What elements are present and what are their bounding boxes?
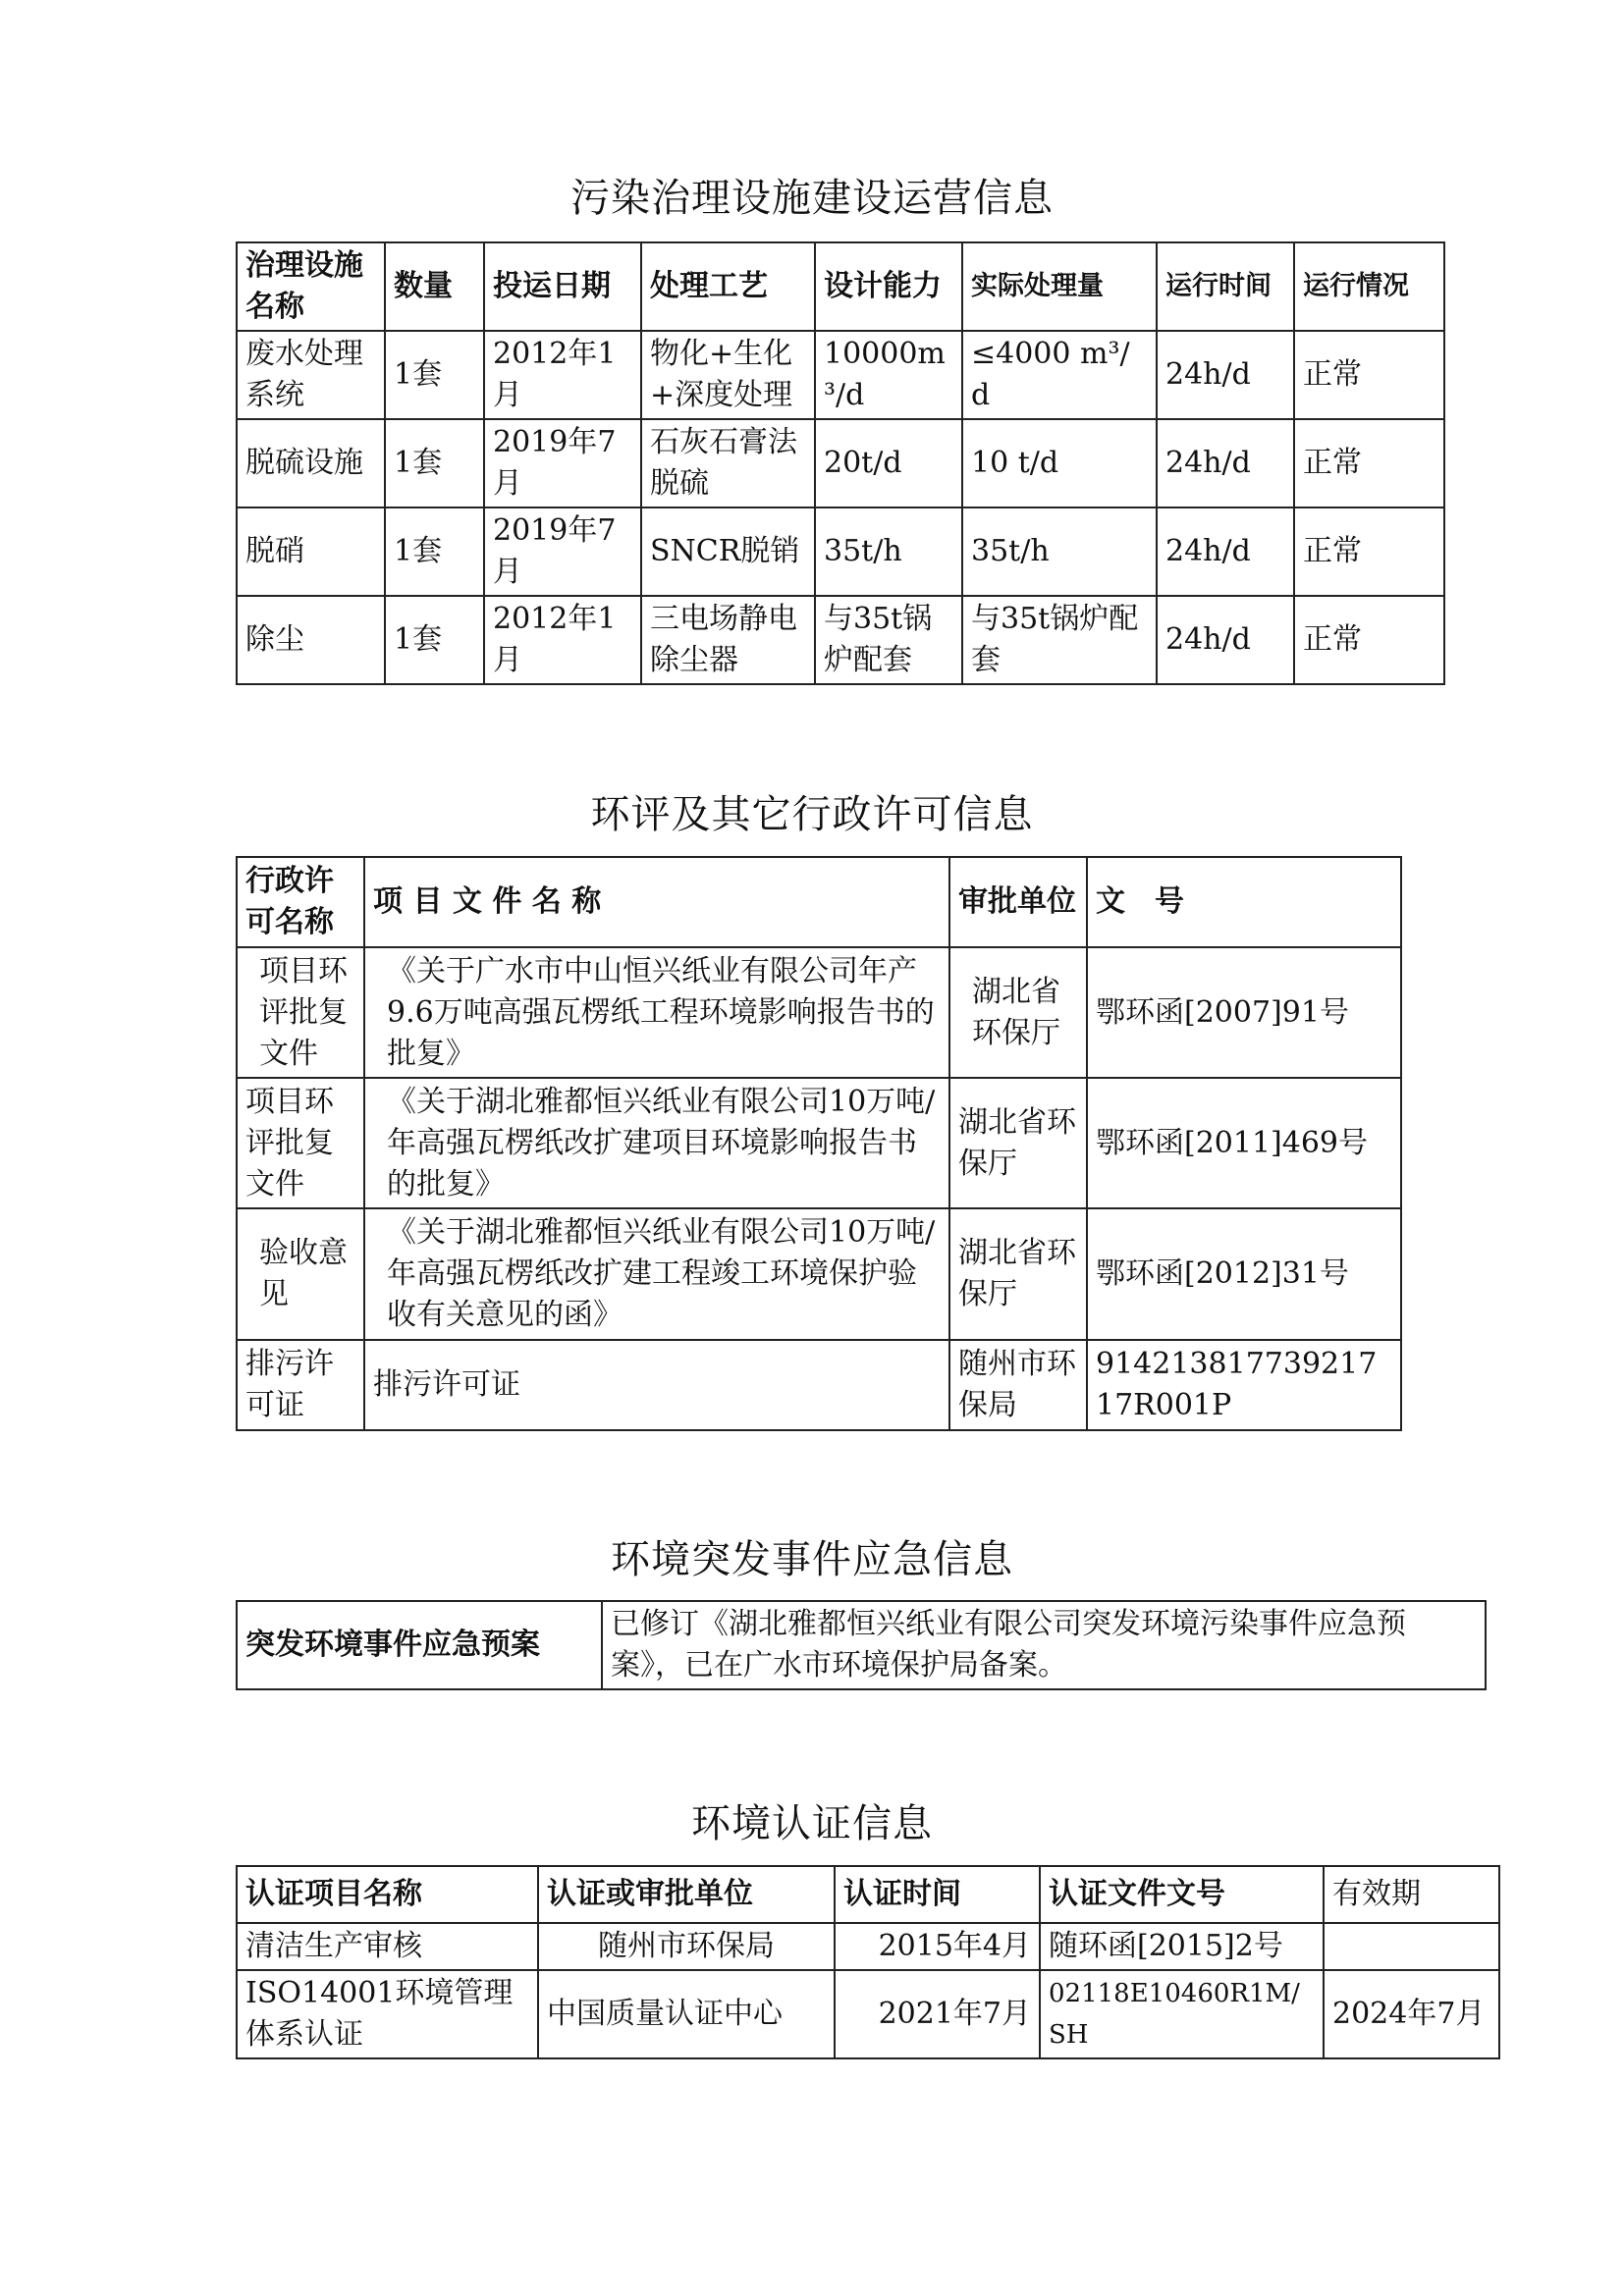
date-cell: 2012年1月 — [484, 331, 641, 419]
runtime-cell: 24h/d — [1157, 419, 1294, 507]
section3-title: 环境突发事件应急信息 — [611, 1537, 1013, 1582]
document-number-cell: 鄂环函[2011]469号 — [1087, 1078, 1401, 1208]
certification-name-cell: ISO14001环境管理体系认证 — [237, 1970, 538, 2058]
facility-name-cell: 脱硝 — [237, 507, 385, 596]
header-cell: 审批单位 — [949, 857, 1087, 947]
header-cell: 有效期 — [1324, 1866, 1499, 1923]
certification-time-cell: 2021年7月 — [835, 1970, 1040, 2058]
validity-cell: 2024年7月 — [1324, 1970, 1499, 2058]
facility-name-cell: 脱硫设施 — [237, 419, 385, 507]
runtime-cell: 24h/d — [1157, 331, 1294, 419]
actual-volume-cell: 与35t锅炉配套 — [962, 596, 1157, 684]
facility-name-cell: 除尘 — [237, 596, 385, 684]
process-cell: 三电场静电除尘器 — [641, 596, 815, 684]
runtime-cell: 24h/d — [1157, 596, 1294, 684]
header-cell: 治理设施名称 — [237, 242, 385, 331]
date-cell: 2019年7月 — [484, 419, 641, 507]
facility-name-cell: 废水处理系统 — [237, 331, 385, 419]
table-row — [237, 1078, 1401, 1208]
certification-number-cell: 02118E10460R1M/SH — [1040, 1970, 1324, 2058]
header-cell: 项 目 文 件 名 称 — [364, 857, 949, 947]
permit-name-cell: 验收意见 — [237, 1208, 364, 1340]
process-cell: 物化+生化+深度处理 — [641, 331, 815, 419]
actual-volume-cell: ≤4000 m³/d — [962, 331, 1157, 419]
table-row — [237, 507, 1444, 596]
validity-cell — [1324, 1923, 1499, 1970]
permit-name-cell: 项目环评批复文件 — [237, 947, 364, 1078]
table-row — [237, 596, 1444, 684]
section1-title: 污染治理设施建设运营信息 — [570, 176, 1054, 221]
section2-title: 环评及其它行政许可信息 — [590, 792, 1034, 837]
emergency-plan-content: 已修订《湖北雅都恒兴纸业有限公司突发环境污染事件应急预案》，已在广水市环境保护局备案。 — [602, 1601, 1486, 1689]
header-cell: 认证或审批单位 — [538, 1866, 835, 1923]
approval-unit-cell: 随州市环保局 — [949, 1340, 1087, 1430]
header-cell: 设计能力 — [815, 242, 962, 331]
date-cell: 2019年7月 — [484, 507, 641, 596]
permit-name-cell: 排污许可证 — [237, 1340, 364, 1430]
document-name-cell: 《关于广水市中山恒兴纸业有限公司年产9.6万吨高强瓦楞纸工程环境影响报告书的批复》 — [364, 947, 949, 1078]
approval-unit-cell: 湖北省环保厅 — [949, 1078, 1087, 1208]
design-capacity-cell: 与35t锅炉配套 — [815, 596, 962, 684]
quantity-cell: 1套 — [385, 419, 484, 507]
table-header-row — [237, 242, 1444, 331]
quantity-cell: 1套 — [385, 507, 484, 596]
document-number-cell: 鄂环函[2007]91号 — [1087, 947, 1401, 1078]
design-capacity-cell: 10000m³/d — [815, 331, 962, 419]
certification-unit-cell: 中国质量认证中心 — [538, 1970, 835, 2058]
table-header-row — [237, 1866, 1499, 1923]
table-header-row — [237, 857, 1401, 947]
table-row — [237, 1970, 1499, 2058]
certification-number-cell: 随环函[2015]2号 — [1040, 1923, 1324, 1970]
approval-unit-cell: 湖北省环保厅 — [949, 1208, 1087, 1340]
status-cell: 正常 — [1294, 331, 1444, 419]
header-cell: 文 号 — [1087, 857, 1401, 947]
runtime-cell: 24h/d — [1157, 507, 1294, 596]
header-cell: 投运日期 — [484, 242, 641, 331]
certification-name-cell: 清洁生产审核 — [237, 1923, 538, 1970]
certification-table — [236, 1865, 1500, 2059]
header-cell: 数量 — [385, 242, 484, 331]
actual-volume-cell: 10 t/d — [962, 419, 1157, 507]
header-cell: 实际处理量 — [962, 242, 1157, 331]
status-cell: 正常 — [1294, 507, 1444, 596]
permit-name-cell: 项目环评批复文件 — [237, 1078, 364, 1208]
header-cell: 运行情况 — [1294, 242, 1444, 331]
quantity-cell: 1套 — [385, 596, 484, 684]
emergency-plan-label: 突发环境事件应急预案 — [237, 1601, 602, 1689]
emergency-table — [236, 1600, 1487, 1690]
header-cell: 认证文件文号 — [1040, 1866, 1324, 1923]
document-name-cell: 《关于湖北雅都恒兴纸业有限公司10万吨/年高强瓦楞纸改扩建项目环境影响报告书的批复》 — [364, 1078, 949, 1208]
table-row — [237, 1340, 1401, 1430]
table-row — [237, 419, 1444, 507]
table-row — [237, 1923, 1499, 1970]
approval-unit-cell: 湖北省环保厅 — [949, 947, 1087, 1078]
status-cell: 正常 — [1294, 596, 1444, 684]
certification-time-cell: 2015年4月 — [835, 1923, 1040, 1970]
document-number-cell: 鄂环函[2012]31号 — [1087, 1208, 1401, 1340]
table-row — [237, 1208, 1401, 1340]
document-number-cell: 91421381773921717R001P — [1087, 1340, 1401, 1430]
header-cell: 认证时间 — [835, 1866, 1040, 1923]
process-cell: SNCR脱销 — [641, 507, 815, 596]
table-row — [237, 1601, 1486, 1689]
quantity-cell: 1套 — [385, 331, 484, 419]
date-cell: 2012年1月 — [484, 596, 641, 684]
process-cell: 石灰石膏法脱硫 — [641, 419, 815, 507]
status-cell: 正常 — [1294, 419, 1444, 507]
facility-table — [236, 241, 1445, 685]
document-name-cell: 《关于湖北雅都恒兴纸业有限公司10万吨/年高强瓦楞纸改扩建工程竣工环境保护验收有关意见的函》 — [364, 1208, 949, 1340]
document-name-cell: 排污许可证 — [364, 1340, 949, 1430]
certification-unit-cell: 随州市环保局 — [538, 1923, 835, 1970]
header-cell: 行政许可名称 — [237, 857, 364, 947]
actual-volume-cell: 35t/h — [962, 507, 1157, 596]
design-capacity-cell: 20t/d — [815, 419, 962, 507]
header-cell: 处理工艺 — [641, 242, 815, 331]
table-row — [237, 947, 1401, 1078]
table-row — [237, 331, 1444, 419]
header-cell: 认证项目名称 — [237, 1866, 538, 1923]
section4-title: 环境认证信息 — [691, 1801, 933, 1846]
design-capacity-cell: 35t/h — [815, 507, 962, 596]
permit-table — [236, 856, 1402, 1431]
header-cell: 运行时间 — [1157, 242, 1294, 331]
